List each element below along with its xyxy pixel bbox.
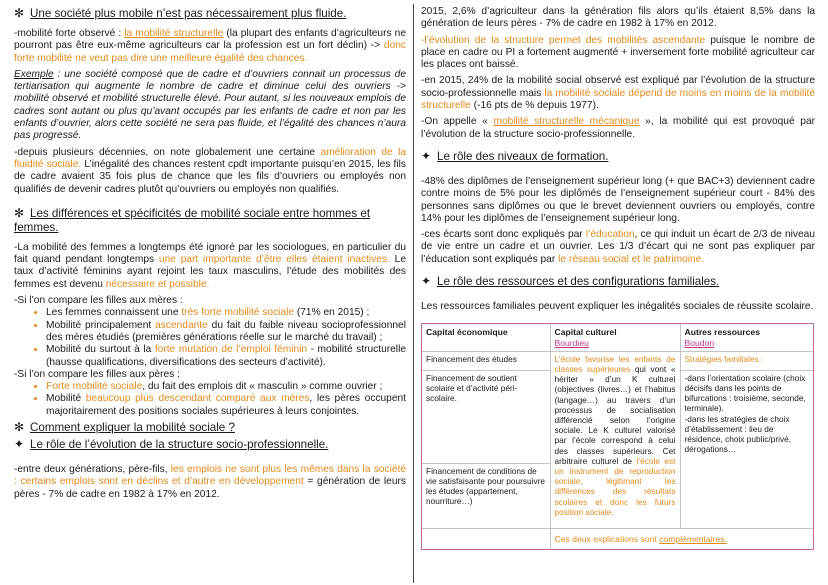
four-point-star-icon: ✦ <box>421 148 432 163</box>
table-cell: Financement des études <box>422 351 550 370</box>
mothers-list <box>14 307 406 368</box>
section-title-fluidity: ✻ Une société plus mobile n’est pas nécessairement plus fluide. <box>14 6 347 20</box>
table-cell-cultural: L’école favorise les enfants de classes supérieures qui vont « hériter » d’un K culturel (objectives (livres…) et l’habitus (langage…) au travers d’un processus de socialisation différencié selon l’origine sociale. Le K culturel valorisé par l’école correspond à celui des classes supérieurs. Cet arbitraire culturel de l’école est un instrument de reproduction sociale, légitimant les différences des résultats scolaires et donc les futurs position sociale. <box>550 351 680 528</box>
resources-table <box>421 323 814 550</box>
paragraph-2015: -en 2015, 24% de la mobilité social observé est expliqué par l’évolution de la structure socio-professionnelle mais la mobilité sociale dépend de moins en moins de la mobilité structurelle (-16 pts de % depuis 1977). <box>421 75 815 112</box>
paragraph-farmers: 2015, 2,6% d’agriculteur dans la génération fils alors qu’ils étaient 8,5% dans la génération de leurs pères - 7% de cadre en 1982 à 17% en 2012. <box>421 6 815 30</box>
paragraph-resources: Les ressources familiales peuvent expliquer les inégalités sociales de réussite scolaire. <box>421 301 814 313</box>
asterisk-icon: ✻ <box>14 6 25 20</box>
table-header-economic: Capital économique <box>422 324 550 351</box>
list-item: • Les femmes connaissent une très forte mobilité sociale (71% en 2015) ; <box>46 307 406 319</box>
table-header-other: Autres ressources Boudon <box>680 324 813 351</box>
four-point-star-icon: ✦ <box>14 437 25 452</box>
section-title-explain: ✻ Comment expliquer la mobilité sociale ? <box>14 420 235 435</box>
fathers-list <box>14 381 406 418</box>
list-item: • Mobilité du surtout à la forte mutation de l’emploi féminin - mobilité structurelle (hausse qualifications, diversifications des secteurs d’activité). <box>46 344 406 369</box>
mothers-intro: -Si l’on compare les filles aux mères : <box>14 295 183 307</box>
paragraph-mechanical: -On appelle « mobilité structurelle mécanique », la mobilité qui est provoqué par l’évolution de la structure socio-professionnelle. <box>421 116 815 140</box>
column-divider <box>413 4 414 583</box>
section-title-gender: ✻ Les différences et spécificités de mobilité sociale entre hommes et femmes. <box>14 205 371 234</box>
table-cell-strategies: -dans l’orientation scolaire (choix décisifs dans les points de bifurcations : troisième, seconde, terminale). -dans les stratégies de choix d’établissement : lieu de résidence, choix public/privé, dérogations… <box>680 370 813 528</box>
list-item: • Mobilité beaucoup plus descendant comparé aux mères, les pères occupent majoritairement des positions sociales supérieures à leurs conjointes. <box>46 393 406 418</box>
author-bourdieu: Bourdieu <box>554 337 589 348</box>
list-item: • Forte mobilité sociale, du fait des emplois dit « masculin » comme ouvrier ; <box>46 381 406 393</box>
table-header-cultural: Capital culturel Bourdieu <box>550 324 680 351</box>
right-column <box>421 6 815 581</box>
list-item: • Mobilité principalement ascendante du fait du faible niveau socioprofessionnel des mères étudiés (premières générations réelle sur le marché du travail) ; <box>46 320 406 345</box>
table-cell: Financement de conditions de vie satisfaisante pour poursuivre les études (appartement, nourriture…) <box>422 463 550 528</box>
four-point-star-icon: ✦ <box>421 274 432 289</box>
paragraph-example: Exemple : une société composé que de cadre et d’ouvriers connait un processus de tertiarisation qui augmente le nombre de cadre et diminue celui des ouvriers -> mobilité observé et mobilité structurelle élevé. Pour autant, si les nouveaux emplois de cadres sont autant ou plus qu’avant occupés par les enfants de cadre et non par les enfants d’ouvrier, alors cette société ne sera pas fluide, et l’égalité des chances n’aura pas progressé. <box>14 68 406 142</box>
paragraph-gaps: -ces écarts sont donc expliqués par l’éducation, ce qui induit un écart de 2/3 de niveau de vie entre un cadre et un ouvrier. Les 1/3 d’écart qui ne sont pas expliquer par l’éducation sont expliqués par le réseau social et le patrimoine. <box>421 229 815 265</box>
paragraph-fluidity: -depuis plusieurs décennies, on note globalement une certaine amélioration de la fluidité sociale. L’inégalité des chances restent cpdt importante puisqu’en 2015, les fils de cadre avaient 35 fois plus de chance que les fils d’ouvriers ou employés non qualifiés de devenir cadres plutôt qu’ouvriers ou employés non qualifiés. <box>14 146 406 195</box>
fathers-intro: -Si l’on compare les filles aux pères : <box>14 368 180 380</box>
left-column <box>14 6 406 581</box>
section-title-resources: ✦ Le rôle des ressources et des configurations familiales. <box>421 274 720 289</box>
paragraph-structure-evolution: -l’évolution de la structure permet des mobilités ascendante puisque le nombre de place en cadre ou PI a fortement augmenté + inversement forte mobilité agriculteur car les places ont baissé. <box>421 34 815 71</box>
paragraph-women-mobility: -La mobilité des femmes a longtemps été ignoré par les sociologues, en particulier du fait quand pendant longtemps une part importante d’être elles étaient inactives. Le taux d’activité féminins ayant rejoint les taux masculins, l’étude des mobilités des femmes est devenu nécessaire et possible. <box>14 241 406 290</box>
paragraph-generations: -entre deux générations, père-fils, les emplois ne sont plus les mêmes dans la société : certains emplois sont en déclins et d’autre en développement = génération de leurs pères - 7% de cadre en 1982 à 17% en 2012. <box>14 464 406 500</box>
asterisk-icon: ✻ <box>14 205 25 220</box>
paragraph-diplomas: -48% des diplômes de l’enseignement supérieur long (+ que BAC+3) deviennent cadre contre moins de 5% pour les diplômés de l’enseignement supérieur court - 84% des personnes sans diplômes ou que le brevet deviennent ouvriers ou employés, contre 14% pour les diplômes de l’enseignement supérieur long. <box>421 175 815 224</box>
author-boudon: Boudon <box>684 337 715 348</box>
section-title-structure: ✦ Le rôle de l’évolution de la structure socio-professionnelle. <box>14 437 329 452</box>
table-footer: Ces deux explications sont complémentaires. <box>550 528 813 549</box>
section-title-education: ✦ Le rôle des niveaux de formation. <box>421 148 609 163</box>
paragraph-mobility-observed: -mobilité forte observé : la mobilité structurelle (la plupart des enfants d’agriculteurs ne pourront pas être eux-même agriculteurs car la profession est un fort déclin) -> donc forte mobilité ne veut pas dire une meilleure égalité des chances. <box>14 28 406 64</box>
asterisk-icon: ✻ <box>14 420 25 435</box>
table-cell: Stratégies familiales : <box>680 351 813 370</box>
table-cell: Financement de soutient scolaire et d’activité péri-scolaire. <box>422 370 550 463</box>
